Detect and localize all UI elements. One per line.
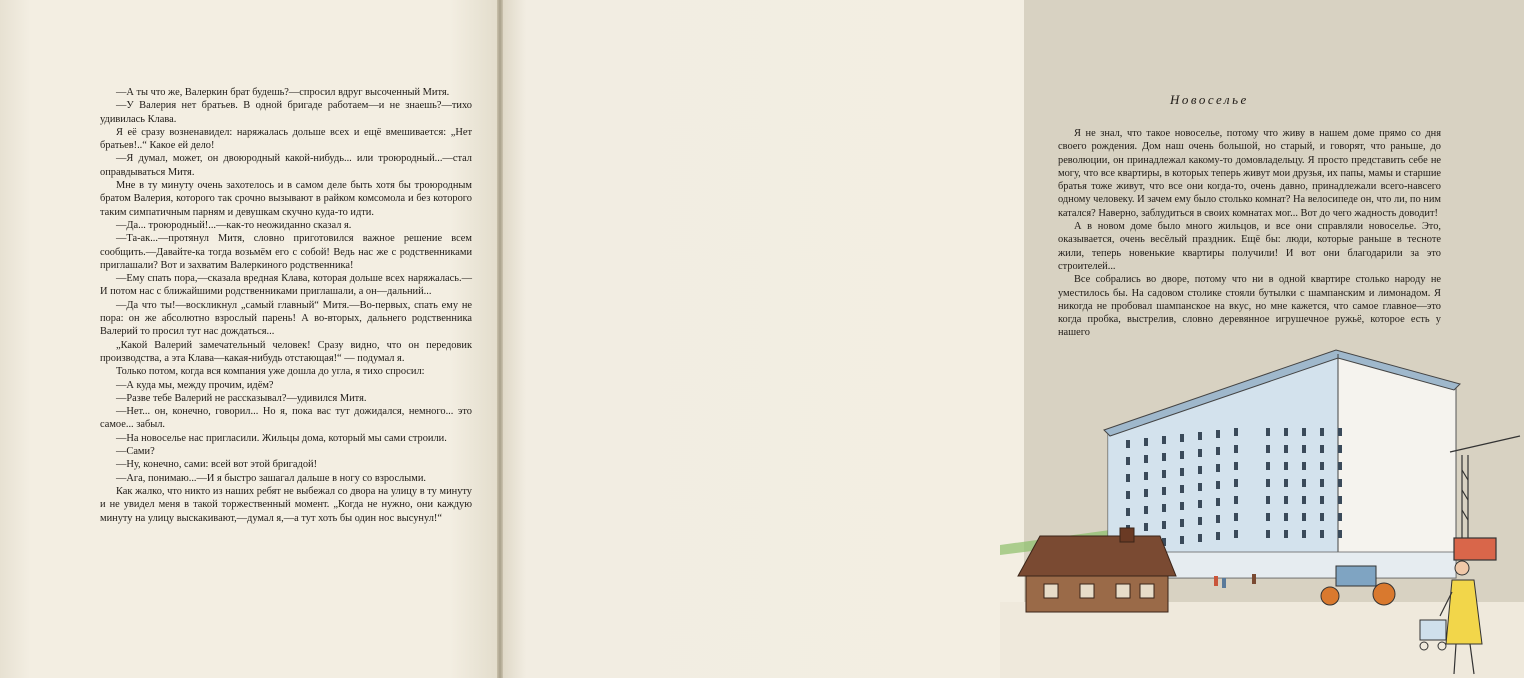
right-page-paragraph: Все собрались во дворе, потому что ни в одной квартире столько народу не уместилось бы. На садовом столике стояли бутылки с шампанским и лимонадом. Я никогда не пробовал шампанское на вкус, но мне кажется, что самое главное—это когда пробка, выстрелив, словно деревянное игрушечное ружьё, которое есть у нашего (1058, 274, 1441, 339)
left-page-paragraph: —Ну, конечно, сами: всей вот этой бригадой! (116, 459, 318, 471)
building-window (1162, 504, 1166, 512)
right-page (500, 0, 1441, 678)
left-page-paragraph: „Какой Валерий замечательный человек! Сразу видно, что он передовик производства, а эта Клава—какая-нибудь отстающая!“ — подумал я. (100, 339, 472, 364)
left-page-paragraph: —Разве тебе Валерий не рассказывал?—удивился Митя. (116, 392, 367, 404)
building-window (1162, 521, 1166, 529)
left-page-paragraph: Только потом, когда вся компания уже дошла до угла, я тихо спросил: (116, 366, 425, 378)
building-window (1266, 428, 1270, 436)
building-window (1216, 532, 1220, 540)
left-page-paragraph: —Ага, понимаю...—И я быстро зашагал дальше в ногу со взрослыми. (116, 472, 427, 484)
right-page-text (1058, 127, 1441, 340)
left-page-paragraph: —У Валерия нет братьев. В одной бригаде работаем—и не знаешь?—тихо удивилась Клава. (100, 100, 472, 125)
building-window (1338, 479, 1342, 487)
left-page-paragraph: —А ты что же, Валеркин брат будешь?—спросил вдруг высоченный Митя. (116, 87, 450, 98)
building-window (1266, 530, 1270, 538)
building-window (1144, 523, 1148, 531)
left-page-paragraph: —Я думал, может, он двоюродный какой-нибудь... или троюродный...—стал оправдываться Митя. (100, 153, 472, 178)
building-window (1234, 496, 1238, 504)
building-window (1126, 440, 1130, 448)
building-window (1198, 517, 1202, 525)
building-window (1338, 445, 1342, 453)
left-page (0, 0, 500, 678)
building-window (1198, 449, 1202, 457)
building-window (1266, 513, 1270, 521)
building-window (1338, 462, 1342, 470)
construction-crane (1450, 436, 1520, 560)
building-window (1284, 428, 1288, 436)
building-window (1180, 519, 1184, 527)
building-window (1284, 530, 1288, 538)
building-window (1234, 428, 1238, 436)
building-window (1216, 464, 1220, 472)
building-window (1338, 496, 1342, 504)
building-window (1320, 513, 1324, 521)
building-window (1266, 445, 1270, 453)
building-window (1198, 500, 1202, 508)
building-window (1144, 506, 1148, 514)
building-window (1302, 428, 1306, 436)
building-window (1284, 513, 1288, 521)
building-window (1234, 513, 1238, 521)
chapter-title: Новоселье (1170, 92, 1249, 107)
building-window (1234, 462, 1238, 470)
building-window (1126, 491, 1130, 499)
building-window (1284, 479, 1288, 487)
building-window (1302, 513, 1306, 521)
building-window (1338, 513, 1342, 521)
left-page-text (100, 86, 472, 525)
building-window (1266, 496, 1270, 504)
building-window (1216, 430, 1220, 438)
building-window (1216, 515, 1220, 523)
building-window (1338, 428, 1342, 436)
building-window (1338, 530, 1342, 538)
building-window (1302, 445, 1306, 453)
building-window (1162, 487, 1166, 495)
building-window (1284, 496, 1288, 504)
building-window (1302, 479, 1306, 487)
building-window (1234, 479, 1238, 487)
building-window (1216, 498, 1220, 506)
old-wooden-house (1018, 528, 1176, 612)
building-window (1180, 451, 1184, 459)
building-window (1302, 530, 1306, 538)
building-window (1180, 434, 1184, 442)
building-window (1162, 470, 1166, 478)
book-gutter (497, 0, 503, 678)
building-window (1180, 485, 1184, 493)
building-window (1162, 436, 1166, 444)
building-window (1144, 438, 1148, 446)
left-page-paragraph: —Та-ак...—протянул Митя, словно приготовился важное решение всем сообщить.—Давайте-ка тогда возьмём его с собой! Ведь нас же с родственниками приглашали? Вот и захватим Валеркиного родственника! (100, 233, 472, 271)
building-window (1180, 502, 1184, 510)
building-window (1198, 483, 1202, 491)
left-page-paragraph: —Да... троюродный!...—как-то неожиданно сказал я. (116, 219, 352, 231)
building-window (1198, 466, 1202, 474)
building-window (1162, 453, 1166, 461)
left-page-paragraph: Мне в ту минуту очень захотелось и в самом деле быть хотя бы троюродным братом Валерия, которого так срочно вызывают в райком комсомола и без которого таким симпатичным парням и девушкам скучно куда-то идти. (100, 180, 472, 218)
left-page-paragraph: —Нет... он, конечно, говорил... Но я, пока вас тут дожидался, немного... это самое... забыл. (100, 406, 472, 431)
building-window (1302, 462, 1306, 470)
building-window (1180, 468, 1184, 476)
building-window (1126, 474, 1130, 482)
building-window (1320, 479, 1324, 487)
building-window (1126, 508, 1130, 516)
building-window (1320, 445, 1324, 453)
building-window (1320, 496, 1324, 504)
building-window (1180, 536, 1184, 544)
building-window (1144, 455, 1148, 463)
building-window (1266, 462, 1270, 470)
building-window (1320, 530, 1324, 538)
building-window (1198, 534, 1202, 542)
left-page-paragraph: —Ему спать пора,—сказала вредная Клава, которая дольше всех наряжалась.—И потом нас с ближайшими родственниками приглашали, а он—дальний... (100, 273, 472, 298)
building-window (1302, 496, 1306, 504)
building-window (1198, 432, 1202, 440)
building-window (1320, 428, 1324, 436)
building-window (1284, 445, 1288, 453)
building-window (1216, 447, 1220, 455)
building-window (1320, 462, 1324, 470)
left-page-paragraph: Как жалко, что никто из наших ребят не выбежал со двора на улицу в ту минуту и не увидел меня в такой торжественный момент. „Когда не нужно, они каждую минуту на улицу выскакивают,—думал я,—а тут хоть бы один нос высунул!“ (100, 485, 472, 524)
right-page-paragraph: Я не знал, что такое новоселье, потому что живу в нашем доме прямо со дня своего рождения. Дом наш очень большой, но старый, и говорят, что раньше, до революции, он принадлежал какому-то домовладельцу. Я просто представить себе не могу, что все квартиры, в которых теперь живут мои друзья, их папы, мамы и старшие братья тоже живут, что все они когда-то, очень давно, принадлежали всего-навсего одному человеку. И зачем ему было столько комнат? На велосипеде он, что ли, по ним катался? Наверно, заблудиться в своих комнатах мог... Вот до чего жадность доводит! (1058, 128, 1441, 219)
building-window (1234, 530, 1238, 538)
right-page-paragraph: А в новом доме было много жильцов, и все они справляли новоселье. Это, оказывается, очень весёлый праздник. Ещё бы: люди, которые раньше в тесноте жили, теперь новенькие квартиры получили! И вот они благодарили за это строителей... (1058, 221, 1441, 272)
left-page-paragraph: Я её сразу возненавидел: наряжалась дольше всех и ещё вмешивается: „Нет братьев!..“ Какое ей дело! (100, 126, 472, 152)
left-page-paragraph: —Да что ты!—воскликнул „самый главный“ Митя.—Во-первых, спать ему не пора: он же абсолютно взрослый парень! А во-вторых, дальнего родственника Валерий то просил тут нас дождаться... (100, 299, 472, 338)
left-page-paragraph: —А куда мы, между прочим, идём? (116, 379, 274, 391)
left-page-paragraph: —На новоселье нас пригласили. Жильцы дома, который мы сами строили. (116, 432, 447, 444)
building-window (1234, 445, 1238, 453)
building-window (1216, 481, 1220, 489)
building-window (1284, 462, 1288, 470)
building-window (1144, 489, 1148, 497)
building-window (1126, 457, 1130, 465)
building-window (1266, 479, 1270, 487)
left-page-paragraph: —Сами? (116, 446, 155, 458)
building-window (1144, 472, 1148, 480)
new-building-illustration (1000, 340, 1524, 678)
